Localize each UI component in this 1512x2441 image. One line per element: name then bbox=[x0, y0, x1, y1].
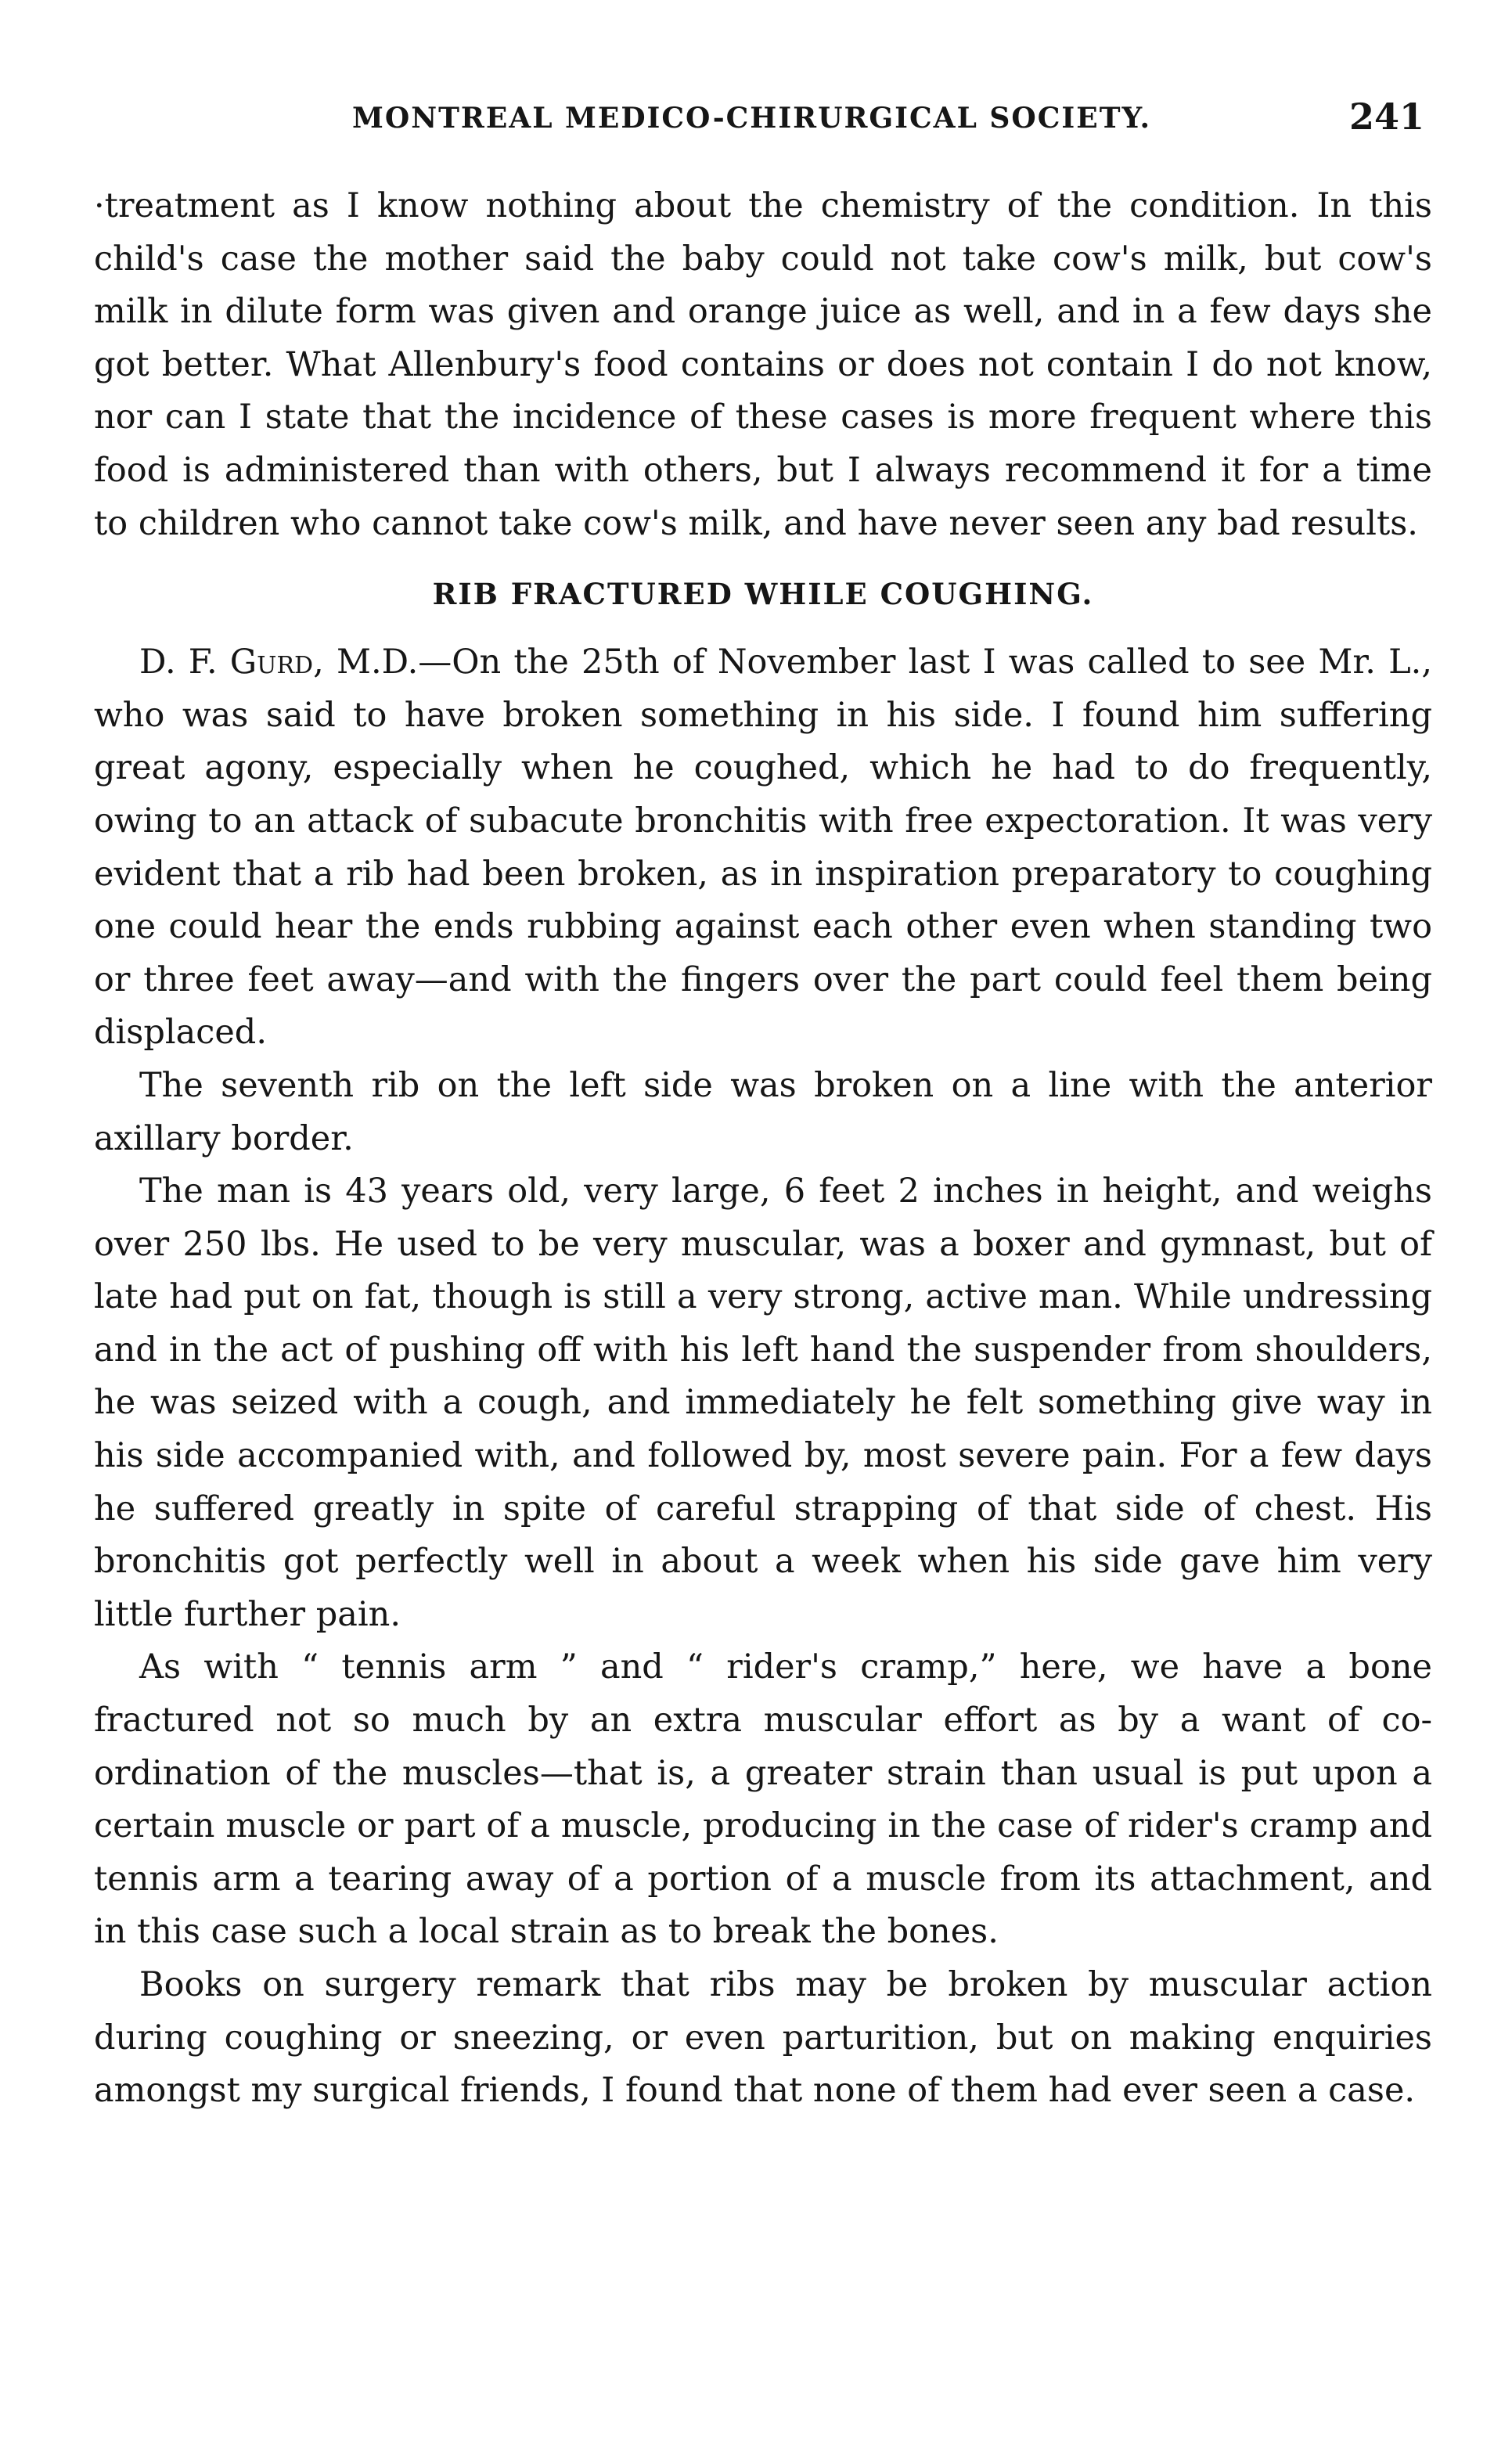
page-content bbox=[94, 180, 1432, 2118]
section-heading: RIB FRACTURED WHILE COUGHING. bbox=[432, 577, 1094, 612]
first-paragraph-text: —On the 25th of November last I was called to see Mr. L., who was said to have broken something in his side. I found him suffering great agony, especially when he coughed, which he had to do frequently, owing to an attack of subacute bronchitis with free expectoration. It was very evident that a rib had been broken, as in inspiration preparatory to coughing one could hear the ends rubbing against each other even when standing two or three feet away—and with the fingers over the part could feel them being displaced. bbox=[94, 643, 1432, 1053]
running-title: MONTREAL MEDICO-CHIRURGICAL SOCIETY. bbox=[352, 102, 1152, 135]
body-paragraph: Books on surgery remark that ribs may be broken by muscular action during coughing or sneezing, or even parturition, but on making enquiries amongst my surgical friends, I found that none of them had ever seen a case. bbox=[94, 1965, 1432, 2111]
body-paragraph: The man is 43 years old, very large, 6 feet 2 inches in height, and weighs over 250 lbs. He used to be very muscular, was a boxer and gymnast, but of late had put on fat, though is still a very strong, active man. While undressing and in the act of pushing off with his left hand the suspender from shoulders, he was seized with a cough, and immediately he felt something give way in his side accompanied with, and followed by, most severe pain. For a few days he suffered greatly in spite of careful strapping of that side of chest. His bronchitis got perfectly well in about a week when his side gave him very little further pain. bbox=[94, 1172, 1432, 1634]
page-number: 241 bbox=[1348, 95, 1424, 138]
body-paragraph: The seventh rib on the left side was broken on a line with the anterior axillary border. bbox=[94, 1065, 1432, 1158]
author-name: D. F. Gurd, M.D. bbox=[139, 643, 419, 682]
intro-paragraph: ·treatment as I know nothing about the chemistry of the condition. In this child's case the mother said the baby could not take cow's milk, but cow's milk in dilute form was given and orange juice as well, and in a few days she got better. What Allenbury's food contains or does not contain I do not know, nor can I state that the incidence of these cases is more frequent where this food is administered than with others, but I always recommend it for a time to children who cannot take cow's milk, and have never seen any bad results. bbox=[94, 186, 1432, 543]
running-header bbox=[94, 95, 1424, 150]
section-first-paragraph bbox=[94, 636, 1432, 1060]
body-paragraph: As with “ tennis arm ” and “ rider's cramp,” here, we have a bone fractured not so much by an extra muscular effort as by a want of co-ordination of the muscles—that is, a greater strain than usual is put upon a certain muscle or part of a muscle, producing in the case of rider's cramp and tennis arm a tearing away of a portion of a muscle from its attachment, and in this case such a local strain as to break the bones. bbox=[94, 1647, 1432, 1952]
